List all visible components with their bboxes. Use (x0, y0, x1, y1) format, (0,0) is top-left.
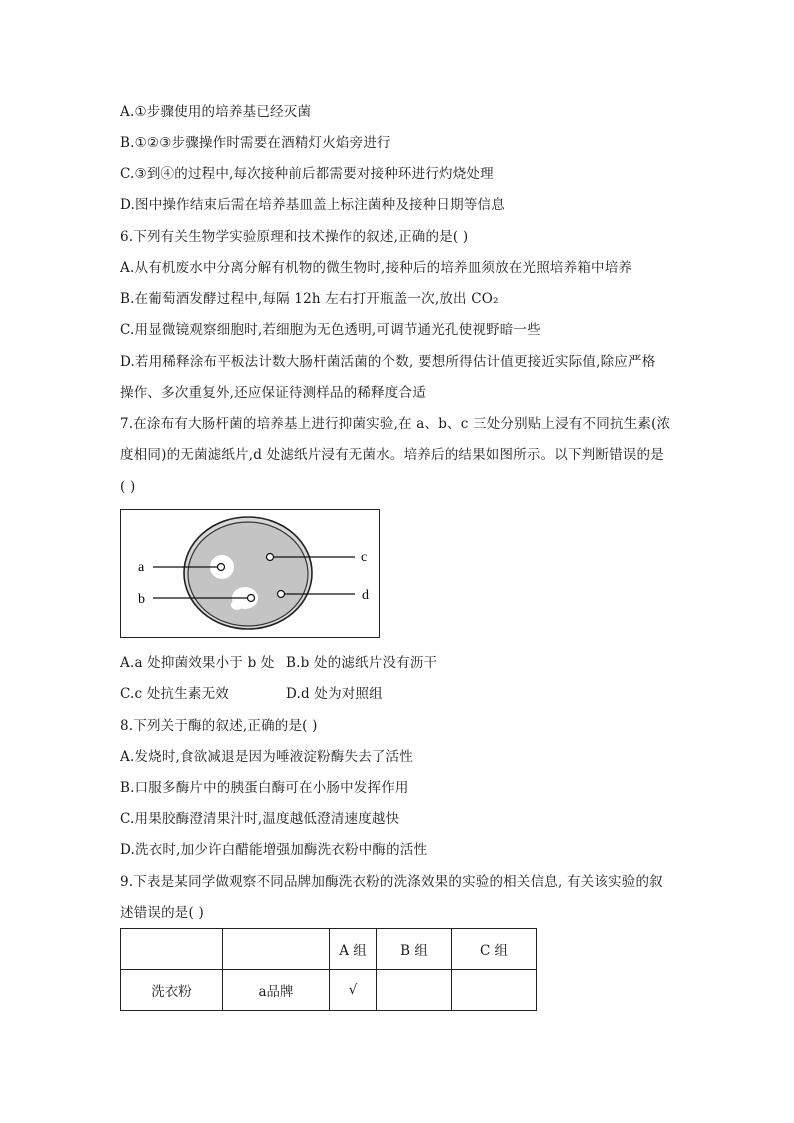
petri-dish-diagram (121, 510, 379, 637)
q7-stem-line1: 7.在涂布有大肠杆菌的培养基上进行抑菌实验,在 a、b、c 三处分别贴上浸有不同抗生素(浓 (120, 416, 671, 432)
table-header-cell: B 组 (377, 929, 452, 970)
q7-option-b: B.b 处的滤纸片没有沥干 (286, 655, 438, 671)
table-header-cell: A 组 (330, 929, 377, 970)
q5-option-b: B.①②③步骤操作时需要在酒精灯火焰旁进行 (120, 135, 391, 151)
q6-stem: 6.下列有关生物学实验原理和技术操作的叙述,正确的是( ) (120, 229, 469, 245)
q7-option-a: A.a 处抑菌效果小于 b 处 (120, 655, 275, 671)
table-header-cell (121, 929, 223, 970)
table-cell (452, 970, 537, 1011)
filter-disc-a (218, 564, 225, 571)
q6-option-d-line2: 操作、多次重复外,还应保证待测样品的稀释度合适 (120, 385, 426, 401)
table-header-row (121, 929, 537, 970)
q8-option-a: A.发烧时,食欲减退是因为唾液淀粉酶失去了活性 (120, 749, 413, 765)
figure-label-a: a (138, 560, 145, 575)
q7-stem-line3: ( ) (120, 479, 136, 495)
filter-disc-d (278, 591, 285, 598)
table-cell (377, 970, 452, 1011)
experiment-table (120, 928, 537, 1011)
q7-option-c: C.c 处抗生素无效 (120, 686, 229, 702)
q8-option-b: B.口服多酶片中的胰蛋白酶可在小肠中发挥作用 (120, 780, 409, 796)
table-cell: √ (330, 970, 377, 1011)
q6-option-b: B.在葡萄酒发酵过程中,每隔 12h 左右打开瓶盖一次,放出 CO₂ (120, 291, 499, 307)
figure-label-b: b (138, 592, 145, 607)
table-cell: 洗衣粉 (121, 970, 223, 1011)
q8-option-d: D.洗衣时,加少许白醋能增强加酶洗衣粉中酶的活性 (120, 842, 428, 858)
q5-option-a: A.①步骤使用的培养基已经灭菌 (120, 104, 312, 120)
table-cell: a品牌 (223, 970, 330, 1011)
q6-option-a: A.从有机废水中分离分解有机物的微生物时,接种后的培养皿须放在光照培养箱中培养 (120, 260, 633, 276)
q5-option-d: D.图中操作结束后需在培养基皿盖上标注菌种及接种日期等信息 (120, 197, 505, 213)
inhibition-zone-b-smear (231, 600, 243, 610)
q6-option-c: C.用显微镜观察细胞时,若细胞为无色透明,可调节通光孔使视野暗一些 (120, 322, 541, 338)
dish-inner-medium (188, 522, 308, 626)
filter-disc-b (248, 595, 255, 602)
table-header-cell (223, 929, 330, 970)
table-row (121, 970, 537, 1011)
petri-dish-figure (120, 509, 380, 638)
filter-disc-c (267, 554, 274, 561)
q5-option-c: C.③到④的过程中,每次接种前后都需要对接种环进行灼烧处理 (120, 166, 494, 182)
q9-stem-line2: 述错误的是( ) (120, 905, 204, 921)
table-header-cell: C 组 (452, 929, 537, 970)
q8-stem: 8.下列关于酶的叙述,正确的是( ) (120, 718, 318, 734)
figure-label-c: c (361, 550, 368, 565)
q9-stem-line1: 9.下表是某同学做观察不同品牌加酶洗衣粉的洗涤效果的实验的相关信息, 有关该实验的叙 (120, 874, 663, 890)
q7-stem-line2: 度相同)的无菌滤纸片,d 处滤纸片浸有无菌水。培养后的结果如图所示。以下判断错误的是 (120, 447, 664, 463)
q8-option-c: C.用果胶酶澄清果汁时,温度越低澄清速度越快 (120, 811, 400, 827)
q7-option-d: D.d 处为对照组 (286, 686, 383, 702)
q6-option-d-line1: D.若用稀释涂布平板法计数大肠杆菌活菌的个数, 要想所得估计值更接近实际值,除应严格 (120, 354, 656, 370)
figure-label-d: d (362, 588, 369, 603)
